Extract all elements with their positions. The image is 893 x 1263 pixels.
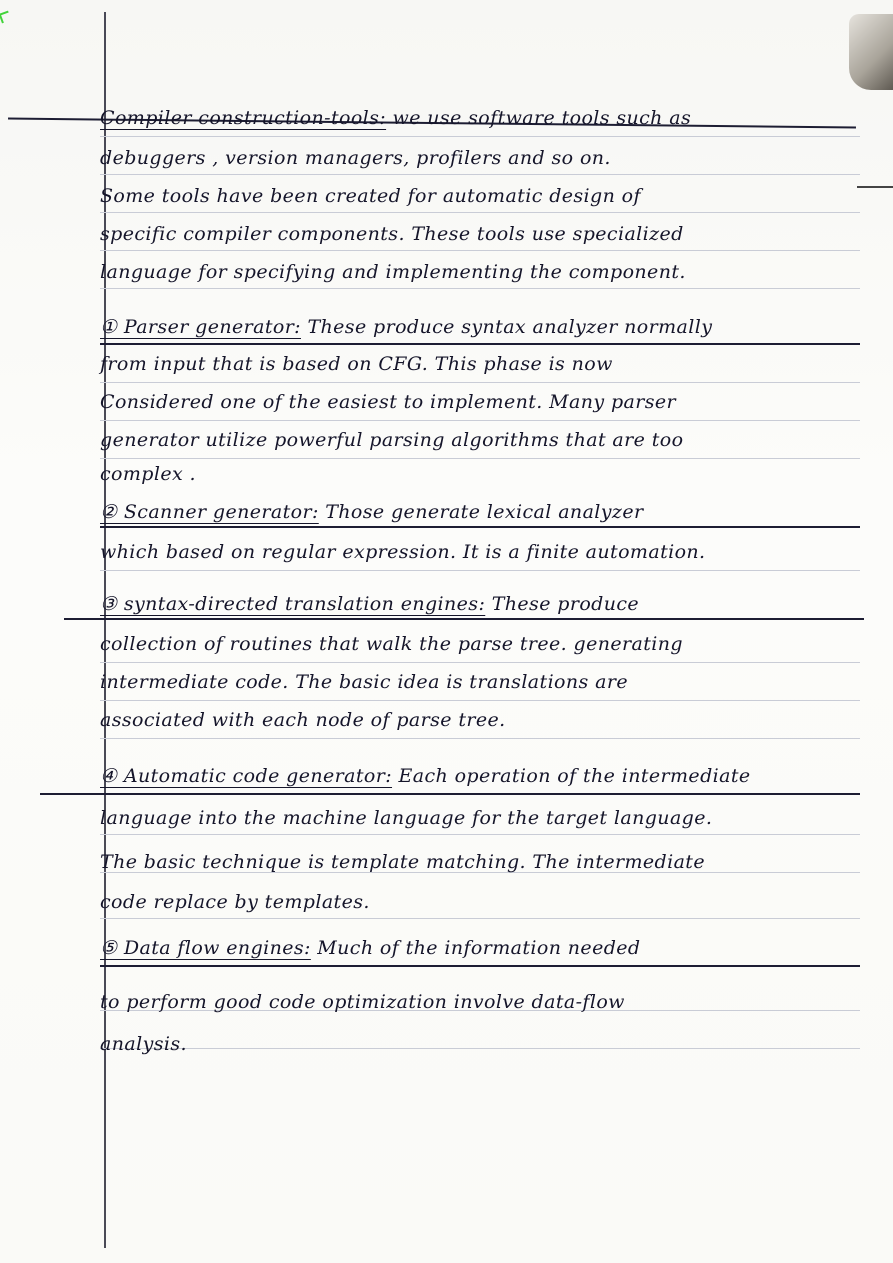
- section-heading: ⑤ Data flow engines:: [100, 937, 311, 959]
- line-text: Some tools have been created for automatic design of: [100, 185, 641, 207]
- section-rule: [40, 793, 860, 795]
- line-text: code replace by templates.: [100, 891, 370, 913]
- note-line: [100, 222, 870, 246]
- ruled-line: [100, 420, 860, 421]
- ruled-line: [100, 662, 860, 663]
- line-text: The basic technique is template matching. The intermediate: [100, 851, 705, 873]
- line-text: Those generate lexical analyzer: [318, 501, 644, 523]
- line-text: These produce: [485, 593, 640, 615]
- note-line: [100, 146, 870, 170]
- note-line: [100, 764, 870, 788]
- line-text: collection of routines that walk the parse tree. generating: [100, 633, 683, 655]
- note-line: [100, 540, 870, 564]
- line-text: analysis.: [100, 1033, 187, 1055]
- ruled-line: [100, 700, 860, 701]
- line-text: from input that is based on CFG. This phase is now: [100, 353, 613, 375]
- ruled-line: [100, 918, 860, 919]
- section-rule: [64, 618, 864, 620]
- note-line: [100, 1032, 870, 1056]
- note-line: [100, 990, 870, 1014]
- ruled-line: [100, 738, 860, 739]
- section-heading: ① Parser generator:: [100, 316, 301, 338]
- ruled-line: [100, 136, 860, 137]
- line-text: generator utilize powerful parsing algorithms that are too: [100, 429, 684, 451]
- note-line: [100, 806, 870, 830]
- note-line: [100, 592, 870, 616]
- note-line: [100, 632, 870, 656]
- ruled-line: [100, 458, 860, 459]
- line-text: intermediate code. The basic idea is translations are: [100, 671, 628, 693]
- section-rule: [100, 526, 860, 528]
- ruled-line: [100, 174, 860, 175]
- note-line: [100, 315, 870, 339]
- line-text: Considered one of the easiest to implement. Many parser: [100, 391, 677, 413]
- section-heading: ③ syntax-directed translation engines:: [100, 593, 486, 615]
- note-line: [100, 462, 870, 486]
- note-line: [100, 500, 870, 524]
- line-text: These produce syntax analyzer normally: [301, 316, 713, 338]
- note-line: [100, 106, 870, 130]
- line-text: specific compiler components. These tools use specialized: [100, 223, 684, 245]
- line-text: associated with each node of parse tree.: [100, 709, 506, 731]
- line-text: we use software tools such as: [386, 107, 692, 129]
- green-tick-mark: [0, 11, 11, 24]
- section-rule: [100, 965, 860, 967]
- ruled-line: [100, 288, 860, 289]
- note-line: [100, 708, 870, 732]
- notebook-binding-corner: [849, 14, 893, 90]
- note-line: [100, 390, 870, 414]
- line-text: language into the machine language for the target language.: [100, 807, 713, 829]
- ruled-line: [100, 250, 860, 251]
- note-line: [100, 670, 870, 694]
- line-text: to perform good code optimization involve data-flow: [100, 991, 625, 1013]
- line-text: complex .: [100, 463, 196, 485]
- section-heading: ② Scanner generator:: [100, 501, 319, 523]
- note-line: [100, 936, 870, 960]
- note-line: [100, 890, 870, 914]
- note-line: [100, 260, 870, 284]
- ruled-line: [100, 834, 860, 835]
- note-line: [100, 184, 870, 208]
- ruled-line: [100, 570, 860, 571]
- line-text: Much of the information needed: [310, 937, 641, 959]
- section-rule: [100, 343, 860, 345]
- section-heading: ④ Automatic code generator:: [100, 765, 393, 787]
- ruled-line: [100, 382, 860, 383]
- ruled-line: [100, 212, 860, 213]
- note-line: [100, 850, 870, 874]
- line-text: Each operation of the intermediate: [392, 765, 751, 787]
- note-line: [100, 428, 870, 452]
- note-line: [100, 352, 870, 376]
- section-heading: Compiler construction-tools:: [100, 107, 387, 129]
- line-text: which based on regular expression. It is a finite automation.: [100, 541, 706, 563]
- line-text: debuggers , version managers, profilers and so on.: [100, 147, 611, 169]
- line-text: language for specifying and implementing the component.: [100, 261, 686, 283]
